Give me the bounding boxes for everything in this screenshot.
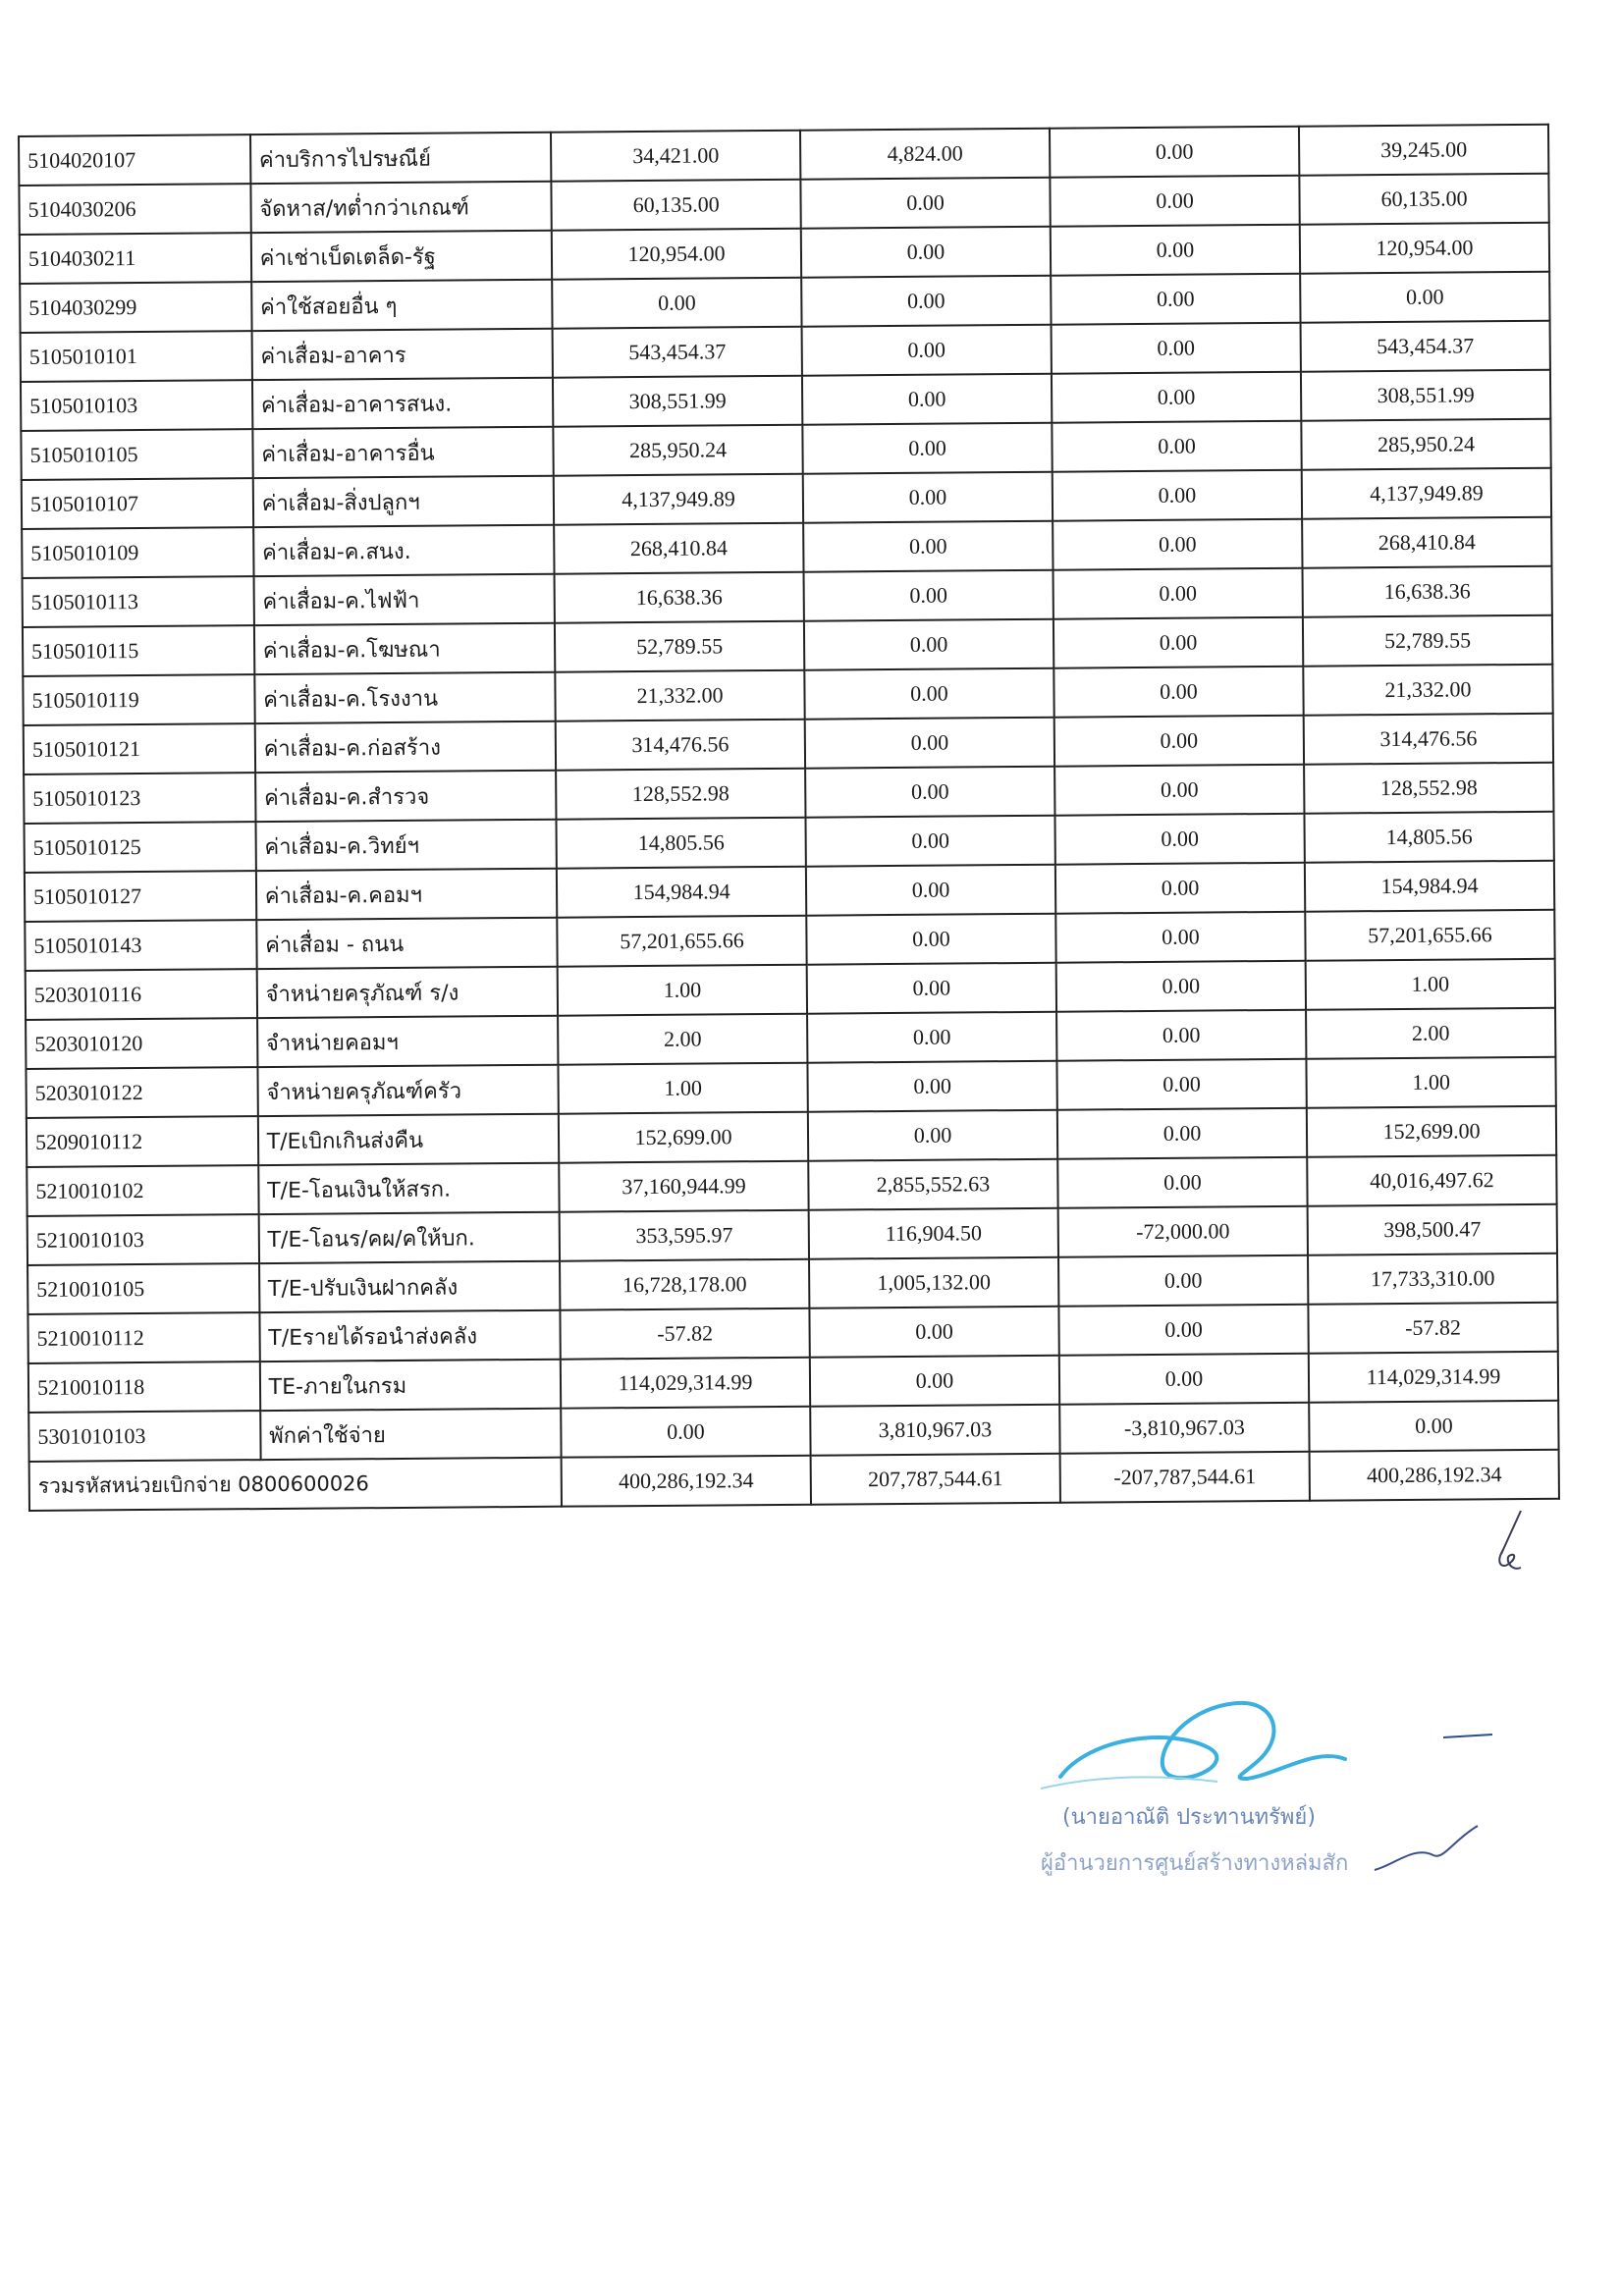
- value-cell-2: 1,005,132.00: [809, 1257, 1058, 1308]
- value-cell-2: 2,855,552.63: [808, 1159, 1057, 1210]
- total-value-2: 207,787,544.61: [811, 1454, 1060, 1505]
- value-cell-2: 0.00: [803, 472, 1053, 523]
- account-name-cell: T/Eรายได้รอนำส่งคลัง: [259, 1310, 561, 1362]
- value-cell-4: 154,984.94: [1305, 861, 1554, 912]
- value-cell-3: 0.00: [1051, 225, 1300, 276]
- account-code-cell: 5301010103: [28, 1411, 260, 1462]
- value-cell-1: 21,332.00: [555, 670, 804, 721]
- value-cell-3: 0.00: [1054, 617, 1303, 668]
- account-name-cell: ค่าเสื่อม-ค.โรงงาน: [254, 672, 556, 723]
- value-cell-1: 52,789.55: [555, 621, 804, 672]
- account-name-cell: ค่าเสื่อม-ค.สำรวจ: [255, 771, 557, 822]
- value-cell-2: 0.00: [807, 1012, 1056, 1063]
- account-code-cell: 5210010105: [27, 1263, 259, 1314]
- account-code-cell: 5203010116: [26, 969, 257, 1020]
- value-cell-4: 39,245.00: [1299, 125, 1548, 176]
- value-cell-2: 0.00: [806, 816, 1055, 867]
- value-cell-2: 0.00: [805, 718, 1054, 769]
- value-cell-1: 1.00: [559, 1063, 808, 1114]
- value-cell-3: 0.00: [1058, 1305, 1308, 1356]
- value-cell-3: 0.00: [1050, 176, 1299, 227]
- value-cell-1: 60,135.00: [552, 180, 801, 231]
- value-cell-4: 543,454.37: [1301, 321, 1550, 372]
- value-cell-2: 0.00: [804, 570, 1054, 621]
- account-code-cell: 5104030206: [19, 184, 250, 235]
- value-cell-1: 0.00: [561, 1407, 810, 1458]
- account-name-cell: จำหน่ายครุภัณฑ์ ร/ง: [256, 967, 558, 1018]
- signatory-name: (นายอาณัติ ประทานทรัพย์): [1062, 1805, 1316, 1830]
- value-cell-4: 40,016,497.62: [1307, 1155, 1556, 1206]
- value-cell-3: 0.00: [1053, 470, 1302, 521]
- value-cell-2: 0.00: [810, 1356, 1059, 1407]
- value-cell-1: 1.00: [558, 965, 807, 1016]
- account-name-cell: T/E-โอนเงินให้สรก.: [258, 1163, 560, 1214]
- value-cell-3: 0.00: [1050, 127, 1299, 178]
- value-cell-4: 120,954.00: [1300, 223, 1549, 274]
- value-cell-4: 16,638.36: [1303, 566, 1552, 617]
- value-cell-4: 57,201,655.66: [1305, 910, 1554, 961]
- value-cell-2: 0.00: [807, 963, 1056, 1014]
- value-cell-3: 0.00: [1052, 372, 1301, 423]
- value-cell-1: 268,410.84: [554, 523, 803, 574]
- value-cell-1: 4,137,949.89: [554, 474, 803, 525]
- value-cell-3: -72,000.00: [1058, 1206, 1308, 1257]
- value-cell-1: 114,029,314.99: [561, 1358, 810, 1409]
- value-cell-2: 0.00: [802, 325, 1052, 376]
- value-cell-4: 1.00: [1306, 1057, 1555, 1108]
- value-cell-2: 0.00: [802, 423, 1052, 474]
- value-cell-2: 0.00: [805, 767, 1054, 818]
- value-cell-2: 0.00: [804, 668, 1054, 720]
- account-code-cell: 5104030211: [20, 233, 251, 284]
- account-code-cell: 5105010103: [21, 380, 252, 431]
- value-cell-2: 0.00: [800, 178, 1050, 229]
- value-cell-1: 37,160,944.99: [559, 1161, 808, 1212]
- value-cell-1: 16,728,178.00: [560, 1259, 809, 1310]
- value-cell-4: 17,733,310.00: [1308, 1254, 1557, 1305]
- signature-block: [1021, 1669, 1551, 1914]
- account-code-cell: 5105010115: [23, 625, 254, 676]
- signatory-title: ผู้อำนวยการศูนย์สร้างทางหล่มสัก: [1041, 1851, 1349, 1876]
- value-cell-3: 0.00: [1057, 1108, 1307, 1159]
- value-cell-1: 120,954.00: [552, 229, 801, 280]
- account-name-cell: ค่าเสื่อม-อาคารอื่น: [252, 427, 554, 478]
- account-code-cell: 5105010125: [25, 822, 256, 873]
- value-cell-2: 0.00: [806, 914, 1055, 965]
- account-code-cell: 5203010120: [26, 1018, 257, 1069]
- value-cell-4: 4,137,949.89: [1302, 468, 1551, 519]
- value-cell-3: 0.00: [1053, 519, 1302, 570]
- value-cell-3: 0.00: [1054, 814, 1304, 865]
- value-cell-1: 314,476.56: [556, 720, 805, 771]
- account-code-cell: 5105010105: [21, 429, 252, 480]
- account-code-cell: 5105010101: [21, 331, 252, 382]
- account-name-cell: จำหน่ายครุภัณฑ์ครัว: [257, 1065, 559, 1116]
- value-cell-4: 308,551.99: [1301, 370, 1550, 421]
- account-name-cell: ค่าเสื่อม-ค.โฆษณา: [254, 623, 556, 674]
- total-value-3: -207,787,544.61: [1060, 1452, 1310, 1503]
- value-cell-2: 0.00: [802, 374, 1052, 425]
- account-code-cell: 5104020107: [19, 134, 250, 186]
- value-cell-1: -57.82: [561, 1308, 810, 1360]
- value-cell-2: 0.00: [803, 521, 1053, 572]
- value-cell-4: 314,476.56: [1304, 714, 1553, 765]
- value-cell-3: 0.00: [1059, 1354, 1309, 1405]
- account-code-cell: 5105010113: [23, 576, 254, 627]
- value-cell-2: 3,810,967.03: [810, 1405, 1059, 1456]
- value-cell-4: 2.00: [1306, 1008, 1555, 1059]
- account-name-cell: จัดหาส/ทต่ำกว่าเกณฑ์: [250, 182, 552, 233]
- value-cell-4: 114,029,314.99: [1309, 1352, 1558, 1403]
- account-name-cell: ค่าเสื่อม-อาคารสนง.: [252, 378, 554, 429]
- value-cell-1: 57,201,655.66: [557, 916, 806, 967]
- value-cell-3: 0.00: [1055, 863, 1305, 914]
- value-cell-2: 0.00: [801, 276, 1051, 327]
- value-cell-1: 543,454.37: [553, 327, 802, 378]
- value-cell-3: 0.00: [1054, 716, 1304, 767]
- account-code-cell: 5105010119: [23, 674, 254, 725]
- value-cell-3: 0.00: [1058, 1255, 1308, 1307]
- value-cell-2: 0.00: [806, 865, 1055, 916]
- value-cell-1: 152,699.00: [559, 1112, 808, 1163]
- value-cell-3: 0.00: [1057, 1157, 1307, 1208]
- account-name-cell: ค่าเสื่อม-สิ่งปลูกฯ: [252, 476, 554, 527]
- account-code-cell: 5105010109: [22, 527, 253, 578]
- value-cell-3: 0.00: [1052, 323, 1301, 374]
- value-cell-1: 16,638.36: [555, 572, 804, 623]
- account-name-cell: ค่าบริการไปรษณีย์: [250, 133, 552, 184]
- account-name-cell: ค่าเสื่อม-ค.ก่อสร้าง: [254, 721, 556, 773]
- account-name-cell: ค่าเสื่อม-ค.วิทย์ฯ: [255, 820, 557, 871]
- value-cell-3: 0.00: [1054, 667, 1303, 718]
- value-cell-1: 308,551.99: [553, 376, 802, 427]
- value-cell-2: 116,904.50: [809, 1208, 1058, 1259]
- account-name-cell: T/E-ปรับเงินฝากคลัง: [259, 1261, 561, 1312]
- account-name-cell: ค่าเสื่อม-ค.ไฟฟ้า: [253, 574, 555, 625]
- value-cell-2: 0.00: [808, 1110, 1057, 1161]
- value-cell-3: 0.00: [1054, 765, 1304, 816]
- value-cell-4: -57.82: [1308, 1303, 1557, 1354]
- ledger-body: [19, 125, 1559, 1462]
- value-cell-3: 0.00: [1055, 912, 1305, 963]
- account-name-cell: ค่าเสื่อม - ถนน: [256, 918, 558, 969]
- value-cell-2: 0.00: [801, 227, 1051, 278]
- account-name-cell: ค่าเช่าเบ็ดเตล็ด-รัฐ: [251, 231, 553, 282]
- account-code-cell: 5210010102: [27, 1165, 258, 1216]
- value-cell-4: 152,699.00: [1307, 1106, 1556, 1157]
- account-name-cell: T/E-โอนร/คผ/คให้บก.: [258, 1212, 560, 1263]
- value-cell-4: 52,789.55: [1303, 615, 1552, 667]
- value-cell-1: 2.00: [558, 1014, 807, 1065]
- account-name-cell: T/Eเบิกเกินส่งคืน: [258, 1114, 560, 1165]
- account-name-cell: ค่าเสื่อม-ค.สนง.: [253, 525, 555, 576]
- account-code-cell: 5209010112: [27, 1116, 258, 1167]
- value-cell-1: 128,552.98: [556, 769, 805, 820]
- value-cell-4: 0.00: [1309, 1401, 1558, 1452]
- value-cell-3: 0.00: [1056, 1010, 1306, 1061]
- value-cell-4: 1.00: [1306, 959, 1555, 1010]
- account-code-cell: 5210010103: [27, 1214, 259, 1265]
- total-value-1: 400,286,192.34: [562, 1456, 811, 1507]
- value-cell-1: 14,805.56: [557, 818, 806, 869]
- value-cell-2: 4,824.00: [800, 129, 1050, 180]
- expense-ledger-table: [18, 124, 1560, 1512]
- value-cell-4: 285,950.24: [1301, 419, 1550, 470]
- value-cell-1: 353,595.97: [560, 1210, 809, 1261]
- account-code-cell: 5203010122: [26, 1067, 257, 1118]
- account-name-cell: พักค่าใช้จ่าย: [260, 1409, 562, 1460]
- value-cell-2: 0.00: [807, 1061, 1056, 1112]
- account-code-cell: 5105010143: [25, 920, 256, 971]
- value-cell-3: 0.00: [1053, 568, 1302, 619]
- account-code-cell: 5104030299: [20, 282, 251, 333]
- account-code-cell: 5105010127: [25, 871, 256, 922]
- value-cell-3: 0.00: [1051, 274, 1300, 325]
- account-name-cell: จำหน่ายคอมฯ: [257, 1016, 559, 1067]
- value-cell-1: 34,421.00: [551, 131, 800, 182]
- account-name-cell: ค่าใช้สอยอื่น ๆ: [251, 280, 553, 331]
- account-code-cell: 5210010118: [28, 1362, 260, 1413]
- value-cell-3: 0.00: [1052, 421, 1301, 472]
- account-name-cell: ค่าเสื่อม-ค.คอมฯ: [256, 869, 558, 920]
- value-cell-2: 0.00: [809, 1307, 1058, 1358]
- handwritten-initial-mark: [1487, 1507, 1537, 1575]
- total-value-4: 400,286,192.34: [1310, 1450, 1559, 1501]
- account-code-cell: 5105010107: [22, 478, 253, 529]
- value-cell-1: 154,984.94: [557, 867, 806, 918]
- total-label: รวมรหัสหน่วยเบิกจ่าย 0800600026: [29, 1458, 563, 1511]
- value-cell-4: 14,805.56: [1304, 812, 1553, 863]
- value-cell-4: 128,552.98: [1304, 763, 1553, 814]
- value-cell-2: 0.00: [804, 619, 1054, 670]
- value-cell-1: 0.00: [552, 278, 801, 329]
- account-code-cell: 5105010123: [24, 773, 255, 824]
- value-cell-4: 398,500.47: [1308, 1204, 1557, 1255]
- value-cell-4: 21,332.00: [1303, 665, 1552, 716]
- value-cell-3: 0.00: [1056, 961, 1306, 1012]
- account-name-cell: TE-ภายในกรม: [260, 1360, 562, 1411]
- account-code-cell: 5105010121: [24, 723, 255, 774]
- account-code-cell: 5210010112: [27, 1312, 259, 1363]
- account-name-cell: ค่าเสื่อม-อาคาร: [251, 329, 553, 380]
- value-cell-3: -3,810,967.03: [1059, 1403, 1309, 1454]
- value-cell-4: 0.00: [1300, 272, 1549, 323]
- value-cell-1: 285,950.24: [553, 425, 802, 476]
- value-cell-4: 268,410.84: [1302, 517, 1551, 568]
- value-cell-4: 60,135.00: [1299, 174, 1548, 225]
- value-cell-3: 0.00: [1056, 1059, 1306, 1110]
